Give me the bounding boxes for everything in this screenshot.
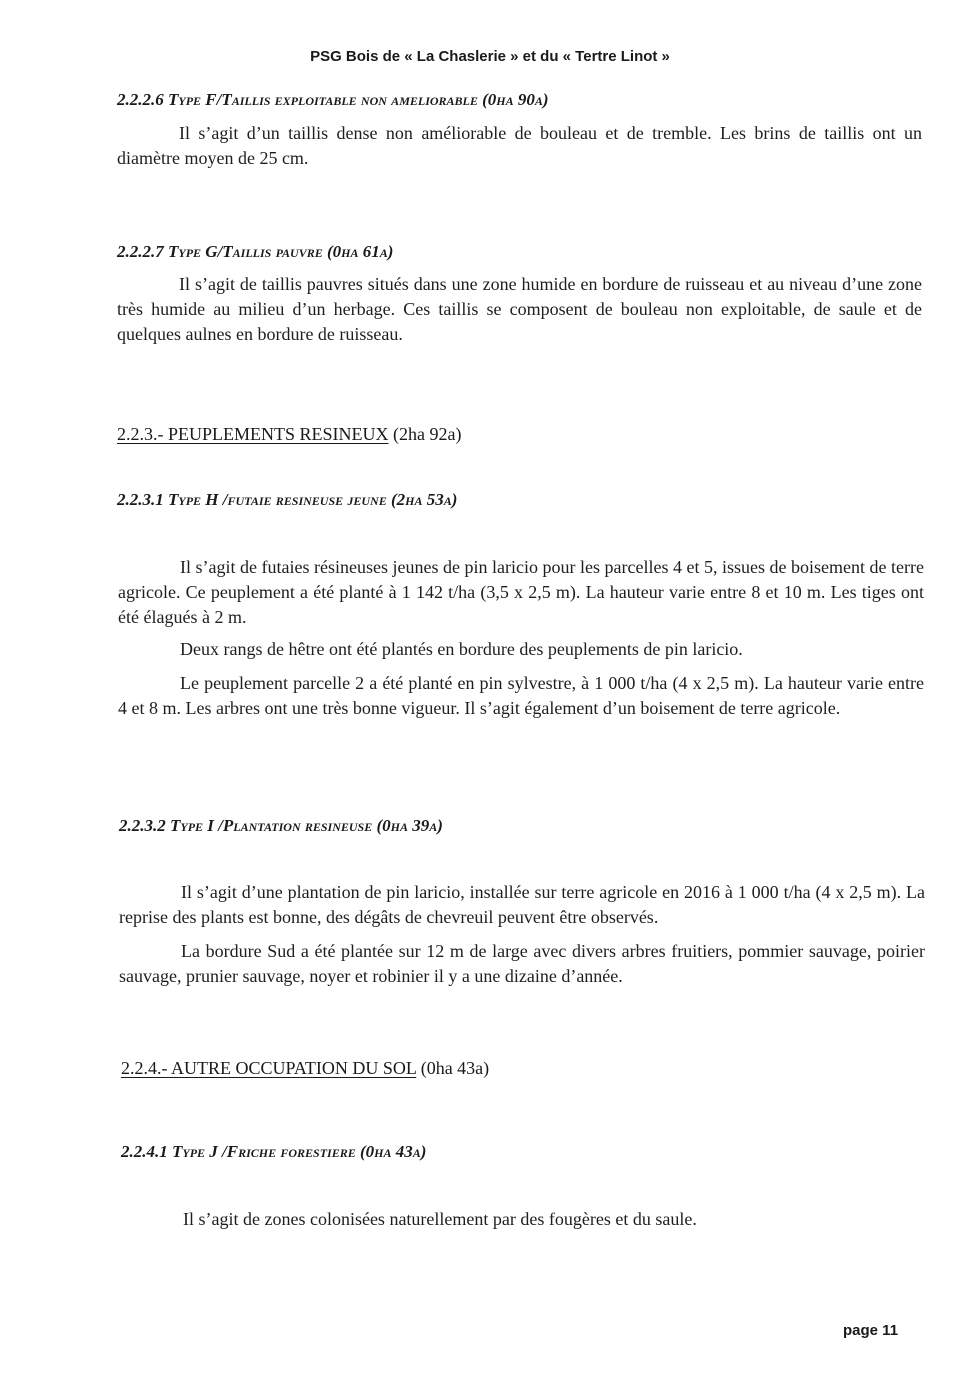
paragraph: Le peuplement parcelle 2 a été planté en pin sylvestre, à 1 000 t/ha (4 x 2,5 m). La hauteur varie entre 4 et 8 m. Les arbres ont une très bonne vigueur. Il s’agit également d’un boisement de terre agricole. [118, 673, 924, 718]
section-title: Type G/Taillis pauvre (0ha 61a) [168, 242, 394, 261]
section-title: Type J /Friche forestiere (0ha 43a) [172, 1142, 427, 1161]
paragraph: Il s’agit d’une plantation de pin laricio, installée sur terre agricole en 2016 à 1 000 t/ha (4 x 2,5 m). La reprise des plants est bonne, des dégâts de chevreuil peuvent être observés. [119, 882, 925, 927]
section-title: 2.2.4.- AUTRE OCCUPATION DU SOL [121, 1058, 417, 1078]
section-title: 2.2.3.- PEUPLEMENTS RESINEUX [117, 424, 389, 444]
section-heading-2-2-3-1 [117, 490, 457, 510]
page-number: page 11 [843, 1322, 899, 1339]
section-number: 2.2.4.1 [121, 1142, 168, 1161]
section-title: Type F/Taillis exploitable non ameliorable (0ha 90a) [168, 90, 549, 109]
document-header: PSG Bois de « La Chaslerie » et du « Tertre Linot » [310, 48, 670, 65]
section-number: 2.2.2.6 [117, 90, 164, 109]
paragraph: Il s’agit de zones colonisées naturellement par des fougères et du saule. [183, 1209, 697, 1229]
section-title: Type I /Plantation resineuse (0ha 39a) [170, 816, 443, 835]
paragraph: Il s’agit de taillis pauvres situés dans une zone humide en bordure de ruisseau et au niveau d’une zone très humide au milieu d’un herbage. Ces taillis se composent de bouleau non exploitable, de saule et de quelques aulnes en bordure de ruisseau. [117, 274, 922, 344]
section-heading-2-2-3 [117, 424, 461, 445]
paragraph: La bordure Sud a été plantée sur 12 m de large avec divers arbres fruitiers, pommier sauvage, poirier sauvage, prunier sauvage, noyer et robinier il y a une dizaine d’année. [119, 941, 925, 986]
section-number: 2.2.3.1 [117, 490, 164, 509]
section-heading-2-2-4 [121, 1058, 489, 1079]
paragraph: Il s’agit de futaies résineuses jeunes de pin laricio pour les parcelles 4 et 5, issues de boisement de terre agricole. Ce peuplement a été planté à 1 142 t/ha (3,5 x 2,5 m). La hauteur varie entre 8 et 10 m. Les tiges ont été élagués à 2 m. [118, 557, 924, 627]
section-heading-2-2-4-1 [121, 1142, 426, 1162]
section-heading-2-2-2-6 [117, 90, 549, 110]
section-heading-2-2-2-7 [117, 242, 393, 262]
section-number: 2.2.2.7 [117, 242, 164, 261]
paragraph: Il s’agit d’un taillis dense non améliorable de bouleau et de tremble. Les brins de taillis ont un diamètre moyen de 25 cm. [117, 123, 922, 168]
section-number: 2.2.3.2 [119, 816, 166, 835]
section-area: (0ha 43a) [420, 1058, 490, 1078]
section-title: Type H /futaie resineuse jeune (2ha 53a) [168, 490, 458, 509]
paragraph: Deux rangs de hêtre ont été plantés en bordure des peuplements de pin laricio. [180, 639, 743, 659]
section-heading-2-2-3-2 [119, 816, 443, 836]
section-area: (2ha 92a) [393, 424, 462, 444]
